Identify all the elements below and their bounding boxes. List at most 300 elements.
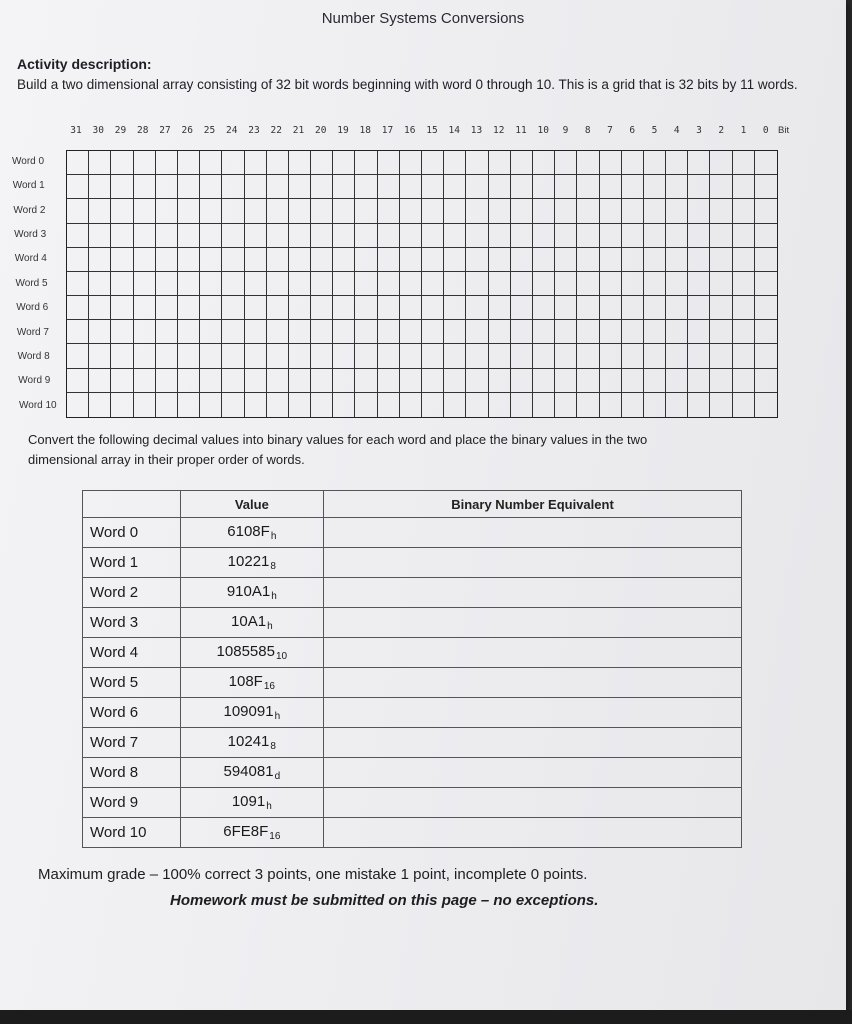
grid-cell[interactable] — [89, 320, 111, 344]
grid-cell[interactable] — [355, 248, 377, 272]
grid-cell[interactable] — [444, 393, 466, 417]
grid-cell[interactable] — [666, 320, 688, 344]
grid-cell[interactable] — [355, 151, 377, 175]
grid-cell[interactable] — [511, 344, 533, 368]
grid-cell[interactable] — [67, 175, 89, 199]
grid-cell[interactable] — [89, 248, 111, 272]
grid-cell[interactable] — [688, 151, 710, 175]
grid-cell[interactable] — [89, 199, 111, 223]
grid-cell[interactable] — [489, 393, 511, 417]
grid-cell[interactable] — [444, 199, 466, 223]
grid-cell[interactable] — [710, 393, 732, 417]
grid-cell[interactable] — [311, 369, 333, 393]
grid-cell[interactable] — [67, 151, 89, 175]
grid-cell[interactable] — [311, 175, 333, 199]
grid-cell[interactable] — [666, 393, 688, 417]
grid-cell[interactable] — [555, 248, 577, 272]
grid-cell[interactable] — [644, 272, 666, 296]
grid-cell[interactable] — [289, 224, 311, 248]
grid-cell[interactable] — [422, 175, 444, 199]
grid-cell[interactable] — [267, 199, 289, 223]
grid-cell[interactable] — [577, 369, 599, 393]
grid-cell[interactable] — [577, 175, 599, 199]
grid-cell[interactable] — [644, 248, 666, 272]
grid-cell[interactable] — [267, 151, 289, 175]
grid-cell[interactable] — [333, 393, 355, 417]
grid-cell[interactable] — [178, 320, 200, 344]
grid-cell[interactable] — [444, 175, 466, 199]
grid-cell[interactable] — [178, 369, 200, 393]
grid-cell[interactable] — [710, 272, 732, 296]
grid-cell[interactable] — [733, 224, 755, 248]
grid-cell[interactable] — [755, 248, 777, 272]
grid-cell[interactable] — [577, 272, 599, 296]
grid-cell[interactable] — [355, 369, 377, 393]
grid-cell[interactable] — [555, 151, 577, 175]
grid-cell[interactable] — [134, 199, 156, 223]
grid-cell[interactable] — [644, 151, 666, 175]
grid-cell[interactable] — [178, 248, 200, 272]
grid-cell[interactable] — [200, 151, 222, 175]
grid-cell[interactable] — [378, 199, 400, 223]
grid-cell[interactable] — [489, 272, 511, 296]
grid-cell[interactable] — [666, 224, 688, 248]
grid-cell[interactable] — [466, 272, 488, 296]
grid-cell[interactable] — [755, 296, 777, 320]
grid-cell[interactable] — [666, 369, 688, 393]
grid-cell[interactable] — [666, 272, 688, 296]
grid-cell[interactable] — [555, 175, 577, 199]
grid-cell[interactable] — [533, 175, 555, 199]
grid-cell[interactable] — [333, 296, 355, 320]
grid-cell[interactable] — [333, 320, 355, 344]
grid-cell[interactable] — [733, 151, 755, 175]
grid-cell[interactable] — [400, 320, 422, 344]
grid-cell[interactable] — [733, 199, 755, 223]
binary-answer-cell[interactable] — [324, 698, 742, 728]
grid-cell[interactable] — [67, 369, 89, 393]
grid-cell[interactable] — [311, 272, 333, 296]
grid-cell[interactable] — [200, 199, 222, 223]
grid-cell[interactable] — [710, 224, 732, 248]
grid-cell[interactable] — [688, 248, 710, 272]
grid-cell[interactable] — [156, 296, 178, 320]
grid-cell[interactable] — [134, 320, 156, 344]
grid-cell[interactable] — [733, 344, 755, 368]
grid-cell[interactable] — [178, 151, 200, 175]
grid-cell[interactable] — [600, 175, 622, 199]
bit-grid[interactable] — [66, 150, 778, 418]
grid-cell[interactable] — [533, 393, 555, 417]
grid-cell[interactable] — [666, 151, 688, 175]
grid-cell[interactable] — [533, 224, 555, 248]
grid-cell[interactable] — [156, 320, 178, 344]
grid-cell[interactable] — [577, 296, 599, 320]
grid-cell[interactable] — [134, 369, 156, 393]
grid-cell[interactable] — [533, 369, 555, 393]
grid-cell[interactable] — [400, 199, 422, 223]
grid-cell[interactable] — [378, 248, 400, 272]
grid-cell[interactable] — [555, 320, 577, 344]
grid-cell[interactable] — [577, 320, 599, 344]
grid-cell[interactable] — [688, 344, 710, 368]
grid-cell[interactable] — [600, 151, 622, 175]
grid-cell[interactable] — [333, 199, 355, 223]
grid-cell[interactable] — [156, 199, 178, 223]
grid-cell[interactable] — [755, 272, 777, 296]
grid-cell[interactable] — [156, 224, 178, 248]
grid-cell[interactable] — [466, 344, 488, 368]
grid-cell[interactable] — [577, 151, 599, 175]
grid-cell[interactable] — [311, 151, 333, 175]
grid-cell[interactable] — [134, 175, 156, 199]
grid-cell[interactable] — [555, 369, 577, 393]
grid-cell[interactable] — [355, 199, 377, 223]
grid-cell[interactable] — [134, 296, 156, 320]
grid-cell[interactable] — [200, 344, 222, 368]
grid-cell[interactable] — [156, 272, 178, 296]
grid-cell[interactable] — [89, 224, 111, 248]
grid-cell[interactable] — [422, 296, 444, 320]
grid-cell[interactable] — [378, 344, 400, 368]
grid-cell[interactable] — [533, 296, 555, 320]
grid-cell[interactable] — [489, 344, 511, 368]
grid-cell[interactable] — [622, 199, 644, 223]
grid-cell[interactable] — [400, 248, 422, 272]
grid-cell[interactable] — [622, 393, 644, 417]
grid-cell[interactable] — [666, 199, 688, 223]
grid-cell[interactable] — [267, 393, 289, 417]
grid-cell[interactable] — [267, 248, 289, 272]
grid-cell[interactable] — [311, 320, 333, 344]
grid-cell[interactable] — [245, 248, 267, 272]
binary-answer-cell[interactable] — [324, 518, 742, 548]
grid-cell[interactable] — [733, 369, 755, 393]
grid-cell[interactable] — [755, 344, 777, 368]
binary-answer-cell[interactable] — [324, 818, 742, 848]
grid-cell[interactable] — [355, 272, 377, 296]
grid-cell[interactable] — [489, 369, 511, 393]
grid-cell[interactable] — [200, 175, 222, 199]
grid-cell[interactable] — [622, 248, 644, 272]
grid-cell[interactable] — [178, 199, 200, 223]
grid-cell[interactable] — [289, 272, 311, 296]
grid-cell[interactable] — [245, 175, 267, 199]
grid-cell[interactable] — [89, 369, 111, 393]
grid-cell[interactable] — [466, 393, 488, 417]
grid-cell[interactable] — [688, 393, 710, 417]
grid-cell[interactable] — [355, 296, 377, 320]
grid-cell[interactable] — [755, 175, 777, 199]
grid-cell[interactable] — [111, 224, 133, 248]
grid-cell[interactable] — [311, 344, 333, 368]
grid-cell[interactable] — [400, 344, 422, 368]
grid-cell[interactable] — [489, 224, 511, 248]
grid-cell[interactable] — [200, 272, 222, 296]
grid-cell[interactable] — [378, 320, 400, 344]
grid-cell[interactable] — [289, 248, 311, 272]
grid-cell[interactable] — [644, 344, 666, 368]
grid-cell[interactable] — [355, 344, 377, 368]
grid-cell[interactable] — [600, 272, 622, 296]
grid-cell[interactable] — [178, 175, 200, 199]
grid-cell[interactable] — [555, 272, 577, 296]
grid-cell[interactable] — [444, 151, 466, 175]
grid-cell[interactable] — [111, 199, 133, 223]
grid-cell[interactable] — [644, 199, 666, 223]
grid-cell[interactable] — [378, 175, 400, 199]
grid-cell[interactable] — [333, 248, 355, 272]
grid-cell[interactable] — [644, 369, 666, 393]
grid-cell[interactable] — [511, 393, 533, 417]
binary-answer-cell[interactable] — [324, 578, 742, 608]
binary-answer-cell[interactable] — [324, 548, 742, 578]
grid-cell[interactable] — [89, 296, 111, 320]
grid-cell[interactable] — [600, 224, 622, 248]
grid-cell[interactable] — [755, 320, 777, 344]
grid-cell[interactable] — [245, 393, 267, 417]
grid-cell[interactable] — [200, 393, 222, 417]
grid-cell[interactable] — [156, 393, 178, 417]
grid-cell[interactable] — [710, 296, 732, 320]
grid-cell[interactable] — [444, 296, 466, 320]
grid-cell[interactable] — [89, 272, 111, 296]
grid-cell[interactable] — [422, 151, 444, 175]
grid-cell[interactable] — [289, 175, 311, 199]
grid-cell[interactable] — [555, 199, 577, 223]
grid-cell[interactable] — [733, 296, 755, 320]
grid-cell[interactable] — [533, 272, 555, 296]
grid-cell[interactable] — [622, 296, 644, 320]
grid-cell[interactable] — [533, 199, 555, 223]
grid-cell[interactable] — [533, 151, 555, 175]
grid-cell[interactable] — [200, 320, 222, 344]
grid-cell[interactable] — [333, 369, 355, 393]
grid-cell[interactable] — [622, 369, 644, 393]
grid-cell[interactable] — [422, 199, 444, 223]
grid-cell[interactable] — [733, 393, 755, 417]
binary-answer-cell[interactable] — [324, 608, 742, 638]
grid-cell[interactable] — [222, 199, 244, 223]
grid-cell[interactable] — [688, 199, 710, 223]
grid-cell[interactable] — [666, 175, 688, 199]
grid-cell[interactable] — [378, 151, 400, 175]
grid-cell[interactable] — [466, 151, 488, 175]
grid-cell[interactable] — [422, 224, 444, 248]
grid-cell[interactable] — [511, 199, 533, 223]
grid-cell[interactable] — [688, 224, 710, 248]
grid-cell[interactable] — [289, 393, 311, 417]
grid-cell[interactable] — [466, 369, 488, 393]
grid-cell[interactable] — [489, 175, 511, 199]
grid-cell[interactable] — [333, 272, 355, 296]
grid-cell[interactable] — [355, 175, 377, 199]
grid-cell[interactable] — [466, 320, 488, 344]
grid-cell[interactable] — [355, 393, 377, 417]
grid-cell[interactable] — [111, 175, 133, 199]
binary-answer-cell[interactable] — [324, 788, 742, 818]
grid-cell[interactable] — [67, 272, 89, 296]
grid-cell[interactable] — [400, 369, 422, 393]
grid-cell[interactable] — [444, 344, 466, 368]
grid-cell[interactable] — [644, 320, 666, 344]
grid-cell[interactable] — [466, 248, 488, 272]
grid-cell[interactable] — [200, 224, 222, 248]
grid-cell[interactable] — [688, 320, 710, 344]
grid-cell[interactable] — [245, 224, 267, 248]
grid-cell[interactable] — [733, 175, 755, 199]
grid-cell[interactable] — [178, 272, 200, 296]
grid-cell[interactable] — [311, 393, 333, 417]
grid-cell[interactable] — [688, 175, 710, 199]
grid-cell[interactable] — [222, 224, 244, 248]
grid-cell[interactable] — [622, 272, 644, 296]
grid-cell[interactable] — [267, 320, 289, 344]
grid-cell[interactable] — [67, 248, 89, 272]
grid-cell[interactable] — [267, 296, 289, 320]
grid-cell[interactable] — [333, 151, 355, 175]
grid-cell[interactable] — [111, 248, 133, 272]
grid-cell[interactable] — [222, 369, 244, 393]
grid-cell[interactable] — [600, 248, 622, 272]
grid-cell[interactable] — [245, 320, 267, 344]
grid-cell[interactable] — [111, 344, 133, 368]
grid-cell[interactable] — [156, 151, 178, 175]
grid-cell[interactable] — [688, 296, 710, 320]
grid-cell[interactable] — [111, 369, 133, 393]
grid-cell[interactable] — [755, 393, 777, 417]
grid-cell[interactable] — [245, 296, 267, 320]
grid-cell[interactable] — [511, 320, 533, 344]
grid-cell[interactable] — [134, 248, 156, 272]
grid-cell[interactable] — [89, 175, 111, 199]
grid-cell[interactable] — [89, 344, 111, 368]
grid-cell[interactable] — [289, 369, 311, 393]
grid-cell[interactable] — [222, 248, 244, 272]
grid-cell[interactable] — [134, 344, 156, 368]
grid-cell[interactable] — [400, 272, 422, 296]
grid-cell[interactable] — [489, 248, 511, 272]
grid-cell[interactable] — [533, 344, 555, 368]
grid-cell[interactable] — [422, 369, 444, 393]
grid-cell[interactable] — [111, 320, 133, 344]
grid-cell[interactable] — [422, 393, 444, 417]
grid-cell[interactable] — [600, 369, 622, 393]
grid-cell[interactable] — [222, 175, 244, 199]
grid-cell[interactable] — [577, 344, 599, 368]
grid-cell[interactable] — [311, 224, 333, 248]
grid-cell[interactable] — [111, 296, 133, 320]
grid-cell[interactable] — [511, 248, 533, 272]
grid-cell[interactable] — [755, 369, 777, 393]
grid-cell[interactable] — [67, 199, 89, 223]
grid-cell[interactable] — [710, 199, 732, 223]
grid-cell[interactable] — [289, 296, 311, 320]
grid-cell[interactable] — [622, 151, 644, 175]
binary-answer-cell[interactable] — [324, 758, 742, 788]
grid-cell[interactable] — [89, 151, 111, 175]
grid-cell[interactable] — [245, 272, 267, 296]
grid-cell[interactable] — [577, 393, 599, 417]
grid-cell[interactable] — [555, 344, 577, 368]
grid-cell[interactable] — [200, 296, 222, 320]
binary-answer-cell[interactable] — [324, 668, 742, 698]
grid-cell[interactable] — [755, 224, 777, 248]
grid-cell[interactable] — [67, 344, 89, 368]
grid-cell[interactable] — [511, 224, 533, 248]
grid-cell[interactable] — [245, 151, 267, 175]
grid-cell[interactable] — [400, 151, 422, 175]
grid-cell[interactable] — [466, 199, 488, 223]
grid-cell[interactable] — [378, 369, 400, 393]
grid-cell[interactable] — [600, 393, 622, 417]
grid-cell[interactable] — [622, 320, 644, 344]
grid-cell[interactable] — [245, 369, 267, 393]
grid-cell[interactable] — [666, 296, 688, 320]
grid-cell[interactable] — [178, 296, 200, 320]
grid-cell[interactable] — [422, 320, 444, 344]
grid-cell[interactable] — [622, 175, 644, 199]
grid-cell[interactable] — [400, 224, 422, 248]
grid-cell[interactable] — [156, 248, 178, 272]
grid-cell[interactable] — [600, 296, 622, 320]
grid-cell[interactable] — [710, 248, 732, 272]
grid-cell[interactable] — [134, 224, 156, 248]
grid-cell[interactable] — [222, 393, 244, 417]
grid-cell[interactable] — [444, 272, 466, 296]
grid-cell[interactable] — [555, 393, 577, 417]
grid-cell[interactable] — [688, 369, 710, 393]
grid-cell[interactable] — [444, 224, 466, 248]
grid-cell[interactable] — [355, 320, 377, 344]
grid-cell[interactable] — [156, 369, 178, 393]
grid-cell[interactable] — [666, 344, 688, 368]
grid-cell[interactable] — [466, 224, 488, 248]
grid-cell[interactable] — [489, 320, 511, 344]
binary-answer-cell[interactable] — [324, 638, 742, 668]
grid-cell[interactable] — [156, 175, 178, 199]
grid-cell[interactable] — [134, 393, 156, 417]
grid-cell[interactable] — [444, 248, 466, 272]
grid-cell[interactable] — [511, 369, 533, 393]
grid-cell[interactable] — [67, 224, 89, 248]
grid-cell[interactable] — [400, 175, 422, 199]
grid-cell[interactable] — [222, 272, 244, 296]
grid-cell[interactable] — [311, 248, 333, 272]
grid-cell[interactable] — [67, 393, 89, 417]
grid-cell[interactable] — [178, 224, 200, 248]
grid-cell[interactable] — [422, 344, 444, 368]
grid-cell[interactable] — [200, 369, 222, 393]
grid-cell[interactable] — [422, 272, 444, 296]
grid-cell[interactable] — [533, 248, 555, 272]
grid-cell[interactable] — [688, 272, 710, 296]
grid-cell[interactable] — [333, 224, 355, 248]
grid-cell[interactable] — [267, 272, 289, 296]
grid-cell[interactable] — [156, 344, 178, 368]
grid-cell[interactable] — [489, 151, 511, 175]
grid-cell[interactable] — [710, 151, 732, 175]
grid-cell[interactable] — [466, 296, 488, 320]
grid-cell[interactable] — [422, 248, 444, 272]
grid-cell[interactable] — [644, 393, 666, 417]
grid-cell[interactable] — [400, 296, 422, 320]
grid-cell[interactable] — [622, 344, 644, 368]
grid-cell[interactable] — [222, 344, 244, 368]
grid-cell[interactable] — [600, 320, 622, 344]
grid-cell[interactable] — [755, 199, 777, 223]
grid-cell[interactable] — [622, 224, 644, 248]
